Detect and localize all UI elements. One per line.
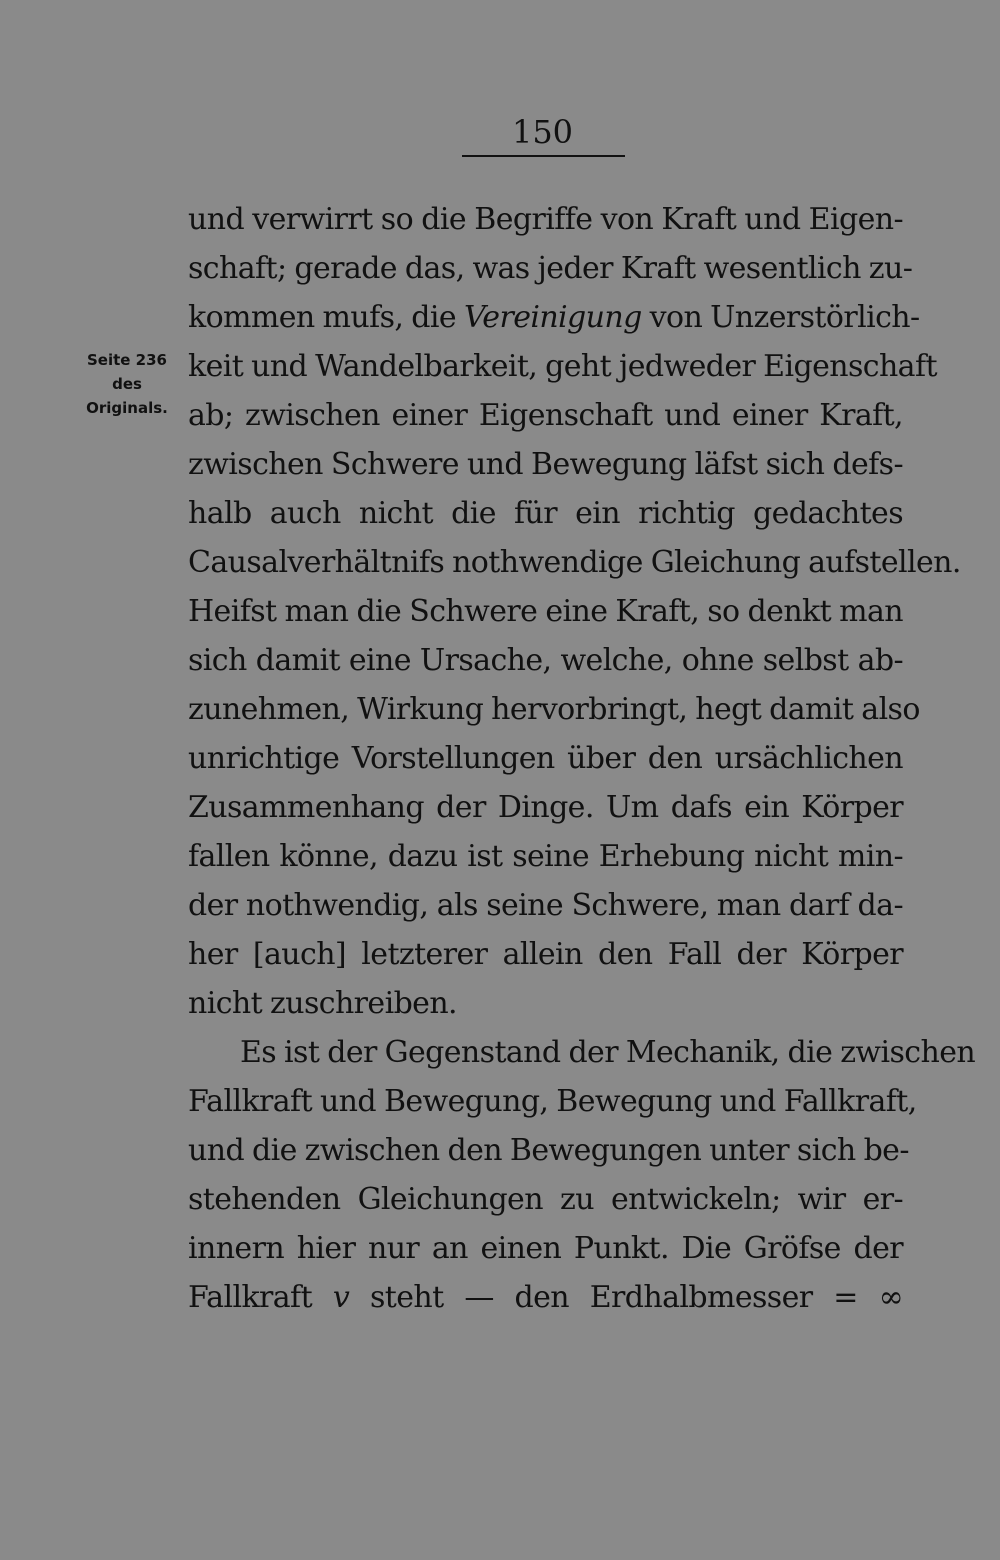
page-number-rule — [462, 155, 625, 157]
text-line: halb auch nicht die für ein richtig gedachtes — [188, 496, 903, 531]
text-line: fallen könne, dazu ist seine Erhebung nicht min- — [188, 839, 903, 874]
text-line: Heifst man die Schwere eine Kraft, so denkt man — [188, 594, 903, 629]
margin-note — [74, 348, 180, 420]
italic-variable: v — [332, 1280, 350, 1315]
italic-term: Vereinigung — [463, 300, 642, 335]
margin-note-line: des — [112, 375, 142, 393]
text-line: stehenden Gleichungen zu entwickeln; wir er- — [188, 1182, 903, 1217]
text-run: kommen mufs, die — [188, 300, 464, 335]
text-line — [188, 1273, 903, 1322]
text-line: unrichtige Vorstellungen über den ursächlichen — [188, 741, 903, 776]
text-line: Causalverhältnifs nothwendige Gleichung aufstellen. — [188, 545, 961, 580]
margin-note-line: Seite 236 — [87, 351, 167, 369]
text-line: innern hier nur an einen Punkt. Die Gröfse der — [188, 1231, 903, 1266]
text-line: schaft; gerade das, was jeder Kraft wesentlich zu- — [188, 251, 913, 286]
text-line: sich damit eine Ursache, welche, ohne selbst ab- — [188, 643, 903, 678]
text-line: keit und Wandelbarkeit, geht jedweder Eigenschaft — [188, 349, 937, 384]
text-line: und verwirrt so die Begriffe von Kraft und Eigen- — [188, 202, 903, 237]
text-line: zunehmen, Wirkung hervorbringt, hegt damit also — [188, 692, 920, 727]
text-run: steht — den Erdhalbmesser = ∞ — [349, 1280, 903, 1315]
text-line: Zusammenhang der Dinge. Um dafs ein Körper — [188, 790, 903, 825]
text-line: her [auch] letzterer allein den Fall der Körper — [188, 937, 903, 972]
text-line: nicht zuschreiben. — [188, 986, 457, 1021]
text-run: Fallkraft — [188, 1280, 333, 1315]
text-line: zwischen Schwere und Bewegung läfst sich defs- — [188, 447, 903, 482]
margin-note-line: Originals. — [86, 399, 168, 417]
text-line — [188, 293, 920, 342]
page-number: 150 — [511, 113, 574, 151]
text-line: und die zwischen den Bewegungen unter sich be- — [188, 1133, 909, 1168]
text-line: Fallkraft und Bewegung, Bewegung und Fallkraft, — [188, 1084, 917, 1119]
text-line: ab; zwischen einer Eigenschaft und einer Kraft, — [188, 398, 903, 433]
text-run: von Unzerstörlich- — [641, 300, 920, 335]
text-line: der nothwendig, als seine Schwere, man darf da- — [188, 888, 903, 923]
text-line: Es ist der Gegenstand der Mechanik, die zwischen — [240, 1035, 976, 1070]
